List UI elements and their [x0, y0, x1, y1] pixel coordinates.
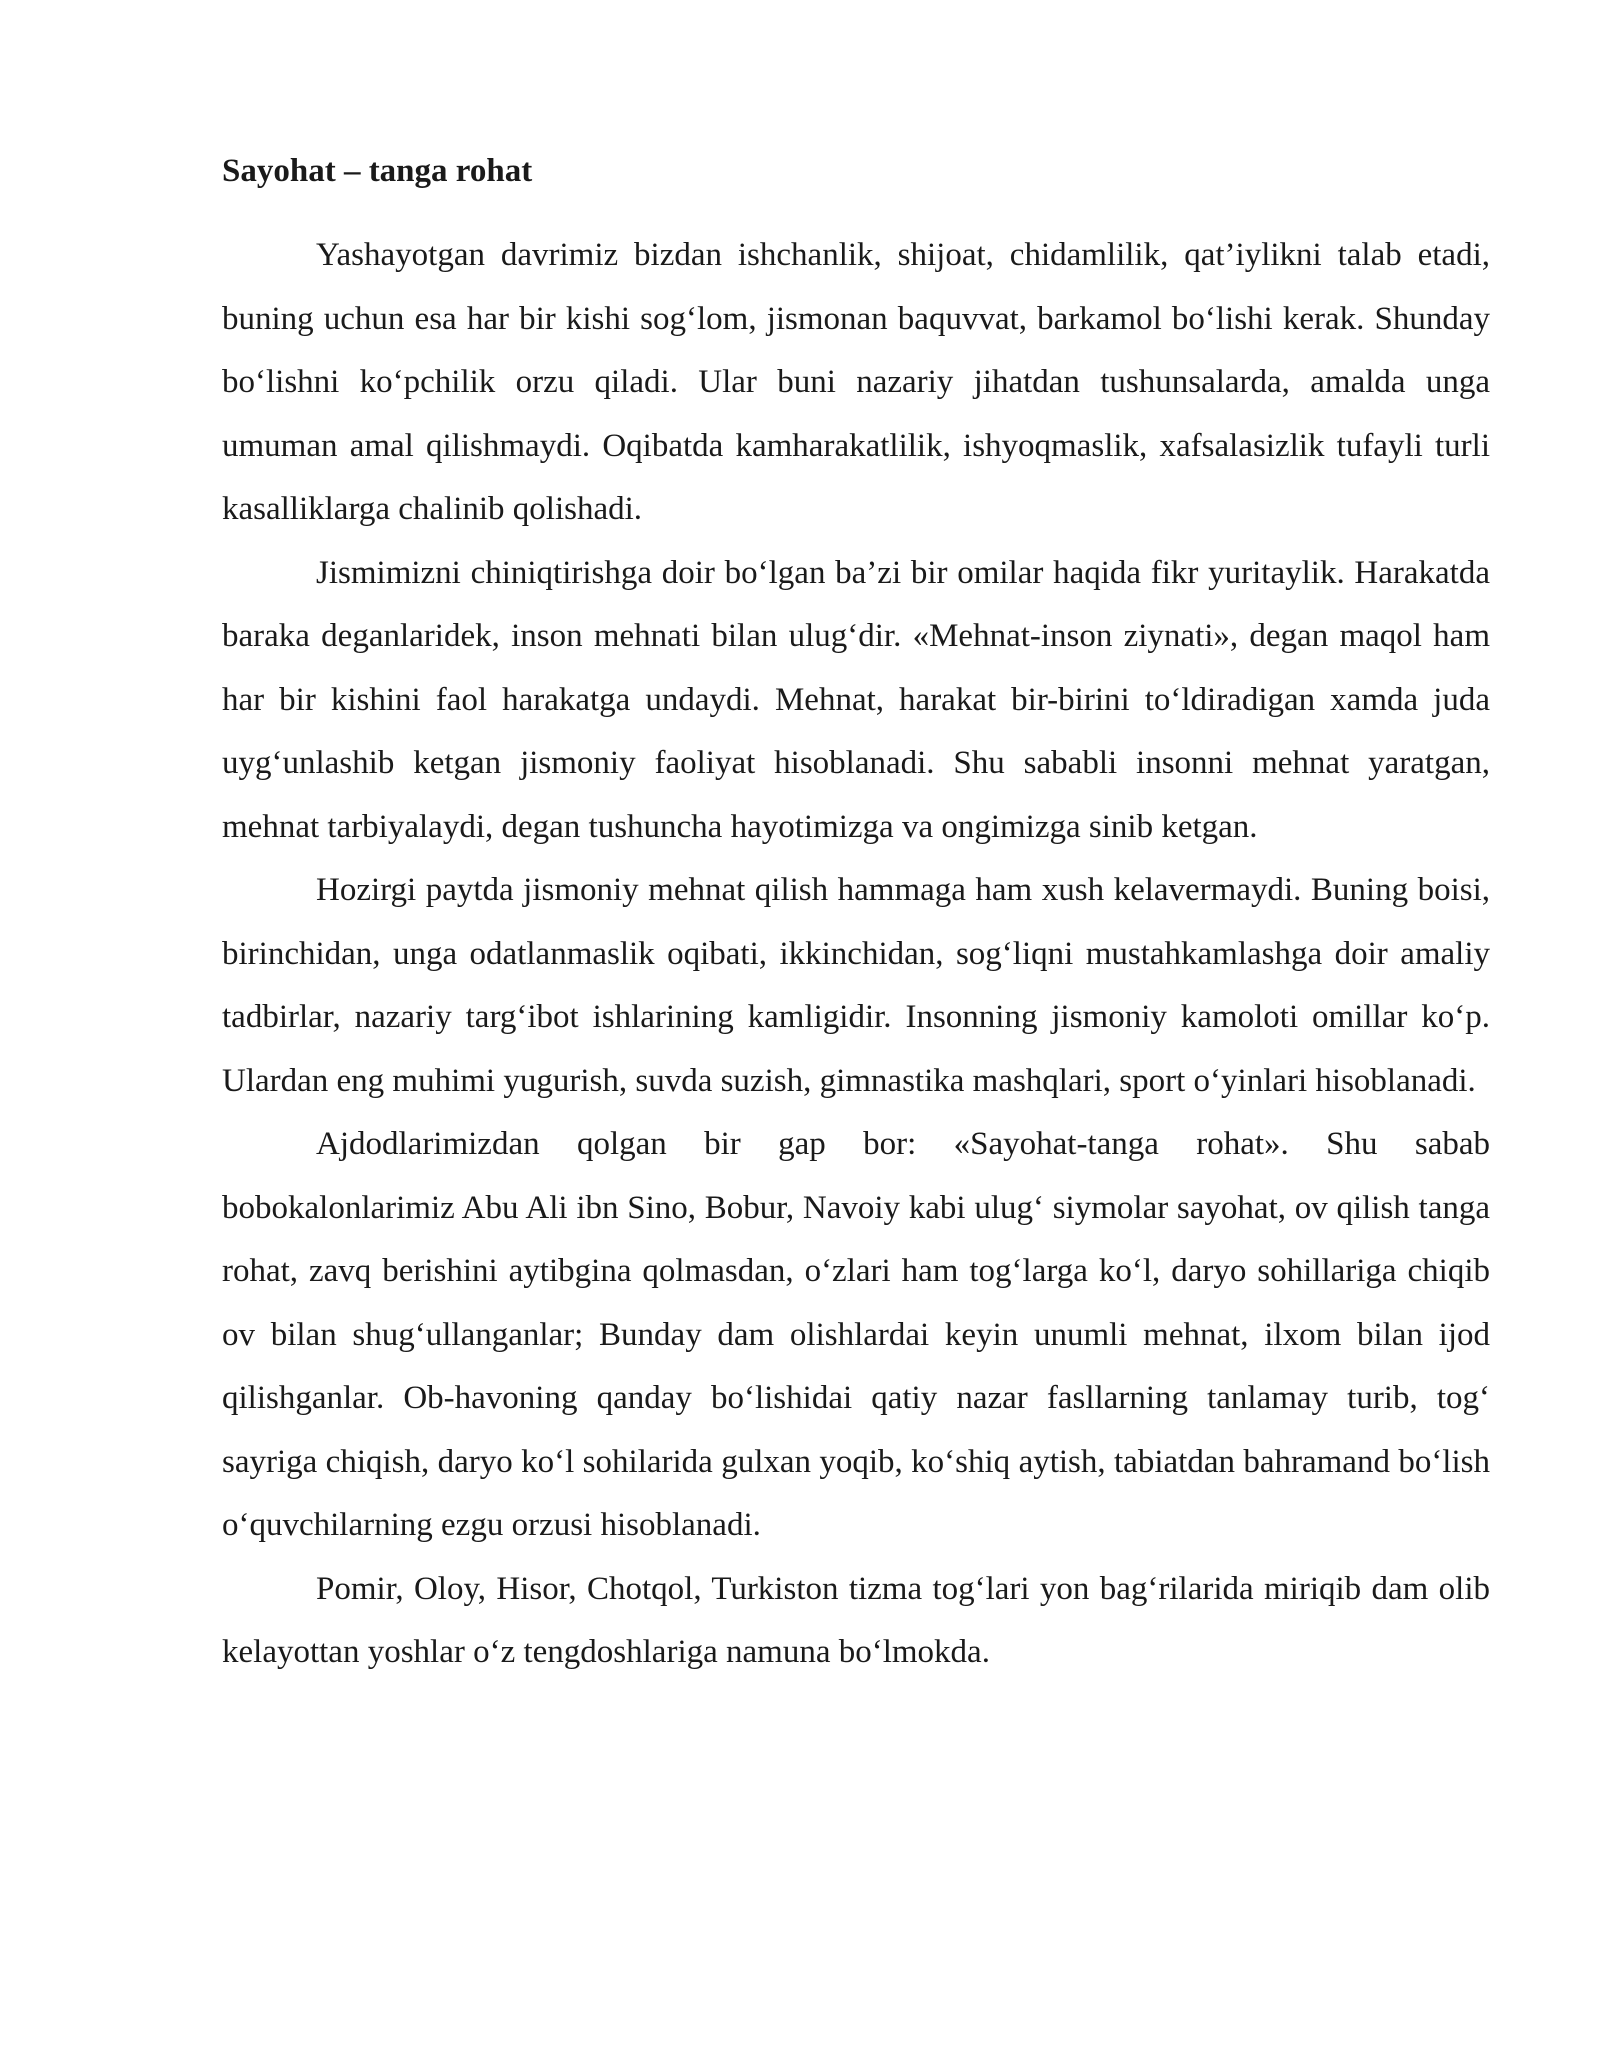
paragraph-1: Yashayotgan davrimiz bizdan ishchanlik, shijoat, chidamlilik, qat’iylikni talab etadi, buning uchun esa har bir kishi sog‘lom, jismonan baquvvat, barkamol bo‘lishi kerak. Shunday bo‘lishni ko‘pchilik orzu qiladi. Ular buni nazariy jihatdan tushunsalarda, amalda unga umuman amal qilishmaydi. Oqibatda kamharakatlilik, ishyoqmaslik, xafsalasizlik tufayli turli kasalliklarga chalinib qolishadi.	[222, 237, 1490, 527]
paragraph-2: Jismimizni chiniqtirishga doir bo‘lgan ba’zi bir omilar haqida fikr yuritaylik. Harakatda baraka deganlaridek, inson mehnati bilan ulug‘dir. «Mehnat-inson ziynati», degan maqol ham har bir kishini faol harakatga undaydi. Mehnat, harakat bir-birini to‘ldiradigan xamda juda uyg‘unlashib ketgan jismoniy faoliyat hisoblanadi. Shu sababli insonni mehnat yaratgan, mehnat tarbiyalaydi, degan tushuncha hayotimizga va ongimizga sinib ketgan.	[222, 554, 1490, 845]
paragraph-5: Pomir, Oloy, Hisor, Chotqol, Turkiston tizma tog‘lari yon bag‘rilarida miriqib dam olib kelayottan yoshlar o‘z tengdoshlariga namuna bo‘lmokda.	[222, 1570, 1490, 1670]
paragraph-4: Ajdodlarimizdan qolgan bir gap bor: «Sayohat-tanga rohat». Shu sabab bobokalonlarimiz Abu Ali ibn Sino, Bobur, Navoiy kabi ulug‘ siymolar sayohat, ov qilish tanga rohat, zavq berishini aytibgina qolmasdan, o‘zlari ham tog‘larga ko‘l, daryo sohillariga chiqib ov bilan shug‘ullanganlar; Bunday dam olishlardai keyin unumli mehnat, ilxom bilan ijod qilishganlar. Ob-havoning qanday bo‘lishidai qatiy nazar fasllarning tanlamay turib, tog‘ sayriga chiqish, daryo ko‘l sohilarida gulxan yoqib, ko‘shiq aytish, tabiatdan bahramand bo‘lish o‘quvchilarning ezgu orzusi hisoblanadi.	[222, 1126, 1490, 1543]
paragraph-3: Hozirgi paytda jismoniy mehnat qilish hammaga ham xush kelavermaydi. Buning boisi, birinchidan, unga odatlanmaslik oqibati, ikkinchidan, sog‘liqni mustahkamlashga doir amaliy tadbirlar, nazariy targ‘ibot ishlarining kamligidir. Insonning jismoniy kamoloti omillar ko‘p. Ulardan eng muhimi yugurish, suvda suzish, gimnastika mashqlari, sport o‘yinlari hisoblanadi.	[222, 872, 1490, 1099]
document-page	[222, 146, 1490, 1685]
document-title: Sayohat – tanga rohat	[222, 153, 533, 189]
